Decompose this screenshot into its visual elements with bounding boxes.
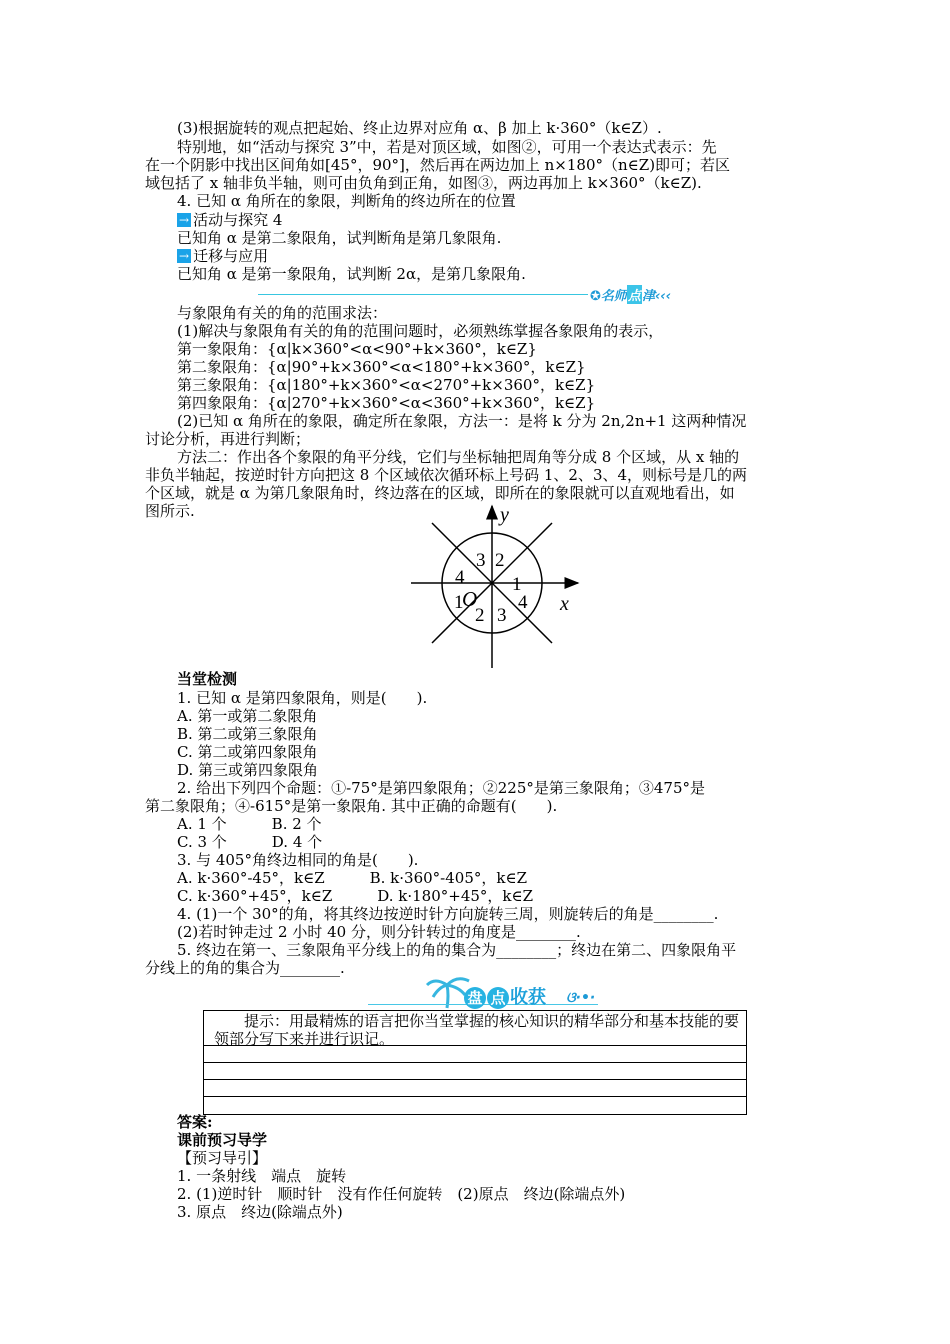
option: C. 3 个 D. 4 个 [177, 833, 323, 851]
quadrant-line: 第四象限角：{α|270°+k×360°<α<360°+k×360°，k∈Z} [177, 394, 596, 412]
notes-box [203, 1010, 747, 1115]
activity-text: 已知角 α 是第二象限角，试判断角是第几象限角. [177, 229, 502, 247]
arrow-tag-icon: → [179, 213, 190, 227]
region-label: 3 [476, 550, 486, 571]
question: 第二象限角；④-615°是第一象限角. 其中正确的命题有( ). [145, 797, 558, 815]
notes-line[interactable] [204, 1045, 746, 1046]
notes-line[interactable] [204, 1062, 746, 1063]
option: C. 第二或第四象限角 [177, 743, 318, 761]
answer-line: 3. 原点 终边(除端点外) [177, 1203, 343, 1221]
section-title: 当堂检测 [177, 670, 238, 688]
question: 分线上的角的集合为________. [145, 959, 345, 977]
origin-label: O [462, 587, 478, 611]
text-line: (2)已知 α 角所在的象限，确定所在象限，方法一：是将 k 分为 2n,2n+1 这两种情况 [177, 412, 747, 430]
text-line: 4. 已知 α 角所在的象限，判断角的终边所在的位置 [177, 192, 516, 210]
question: (2)若时钟走过 2 小时 40 分，则分针转过的角度是________. [177, 923, 581, 941]
quadrant-line: 第二象限角：{α|90°+k×360°<α<180°+k×360°，k∈Z} [177, 358, 586, 376]
option: D. 第三或第四象限角 [177, 761, 319, 779]
question: 4. (1)一个 30°的角，将其终边按逆时针方向旋转三周，则旋转后的角是________. [177, 905, 719, 923]
quadrant-line: 第三象限角：{α|180°+k×360°<α<270°+k×360°，k∈Z} [177, 376, 596, 394]
region-label: 2 [475, 605, 485, 626]
transfer-label: 迁移与应用 [193, 247, 269, 265]
option: B. 第二或第三象限角 [177, 725, 318, 743]
text-line: 特别地，如“活动与探究 3”中，若是对顶区域，如图②，可用一个表达式表示：先 [177, 138, 717, 156]
answer-line: 1. 一条射线 端点 旋转 [177, 1167, 347, 1185]
text-line: (1)解决与象限角有关的角的范围问题时，必须熟练掌握各象限角的表示， [177, 322, 664, 340]
notes-hint: 提示：用最精炼的语言把你当堂掌握的核心知识的精华部分和基本技能的要领部分写下来并进行识记。 [214, 1012, 740, 1048]
notes-line[interactable] [204, 1079, 746, 1080]
answers-subtitle: 课前预习导学 [177, 1131, 268, 1149]
text-line: 方法二：作出各个象限的角平分线，它们与坐标轴把周角等分成 8 个区域，从 x 轴的 [177, 448, 740, 466]
text-line: 讨论分析，再进行判断； [145, 430, 311, 448]
quadrant-line: 第一象限角：{α|k×360°<α<90°+k×360°，k∈Z} [177, 340, 537, 358]
option: C. k·360°+45°，k∈Z D. k·180°+45°，k∈Z [177, 887, 534, 905]
text-line: 非负半轴起，按逆时针方向把这 8 个区域依次循环标上号码 1、2、3、4，则标号是几的两 [145, 466, 748, 484]
option: A. 1 个 B. 2 个 [177, 815, 322, 833]
answers-title: 答案: [177, 1113, 213, 1131]
text-line: 个区域，就是 α 为第几象限角时，终边落在的区域，即所在的象限就可以直观地看出，如 [145, 484, 735, 502]
banner-label: ✪名师点津‹‹‹ [590, 285, 671, 304]
dots-decoration-icon: ଓ·•· [566, 990, 596, 1006]
transfer-text: 已知角 α 是第一象限角，试判断 2α，是第几象限角. [177, 265, 526, 283]
question: 1. 已知 α 是第四象限角，则是( ). [177, 689, 428, 707]
chevrons-icon: ‹‹‹ [654, 289, 672, 304]
activity-label: 活动与探究 4 [193, 211, 283, 229]
question: 5. 终边在第一、三象限角平分线上的角的集合为________；终边在第二、四象限角平 [177, 941, 737, 959]
region-label: 1 [454, 592, 464, 613]
text-line: 图所示. [145, 502, 195, 520]
answers-bracket: 【预习导引】 [177, 1149, 268, 1167]
region-label: 4 [455, 567, 465, 588]
banner-star-icon: ✪ [590, 289, 601, 304]
text-line: 域包括了 x 轴非负半轴，则可由负角到正角，如图③，两边再加上 k×360°（k∈Z). [145, 174, 702, 192]
x-axis-label: x [560, 593, 569, 615]
region-label: 1 [512, 574, 522, 595]
region-label: 3 [497, 605, 507, 626]
option: A. 第一或第二象限角 [177, 707, 318, 725]
y-axis-label: y [500, 504, 509, 526]
harvest-title: 盘 点 收获 [464, 983, 546, 1009]
arrow-tag-icon: → [179, 249, 190, 263]
question: 3. 与 405°角终边相同的角是( ). [177, 851, 419, 869]
answer-line: 2. (1)逆时针 顺时针 没有作任何旋转 (2)原点 终边(除端点外) [177, 1185, 626, 1203]
notes-line[interactable] [204, 1096, 746, 1097]
region-label: 4 [518, 592, 528, 613]
question: 2. 给出下列四个命题：①-75°是第四象限角；②225°是第三象限角；③475°是 [177, 779, 705, 797]
option: A. k·360°-45°，k∈Z B. k·360°-405°，k∈Z [177, 869, 527, 887]
text-line: 在一个阴影中找出区间角如[45°，90°]，然后再在两边加上 n×180°（n∈Z)即可；若区 [145, 156, 731, 174]
text-line: (3)根据旋转的观点把起始、终止边界对应角 α、β 加上 k·360°（k∈Z）. [177, 119, 662, 137]
region-label: 2 [495, 550, 505, 571]
text-line: 与象限角有关的角的范围求法： [177, 304, 388, 322]
